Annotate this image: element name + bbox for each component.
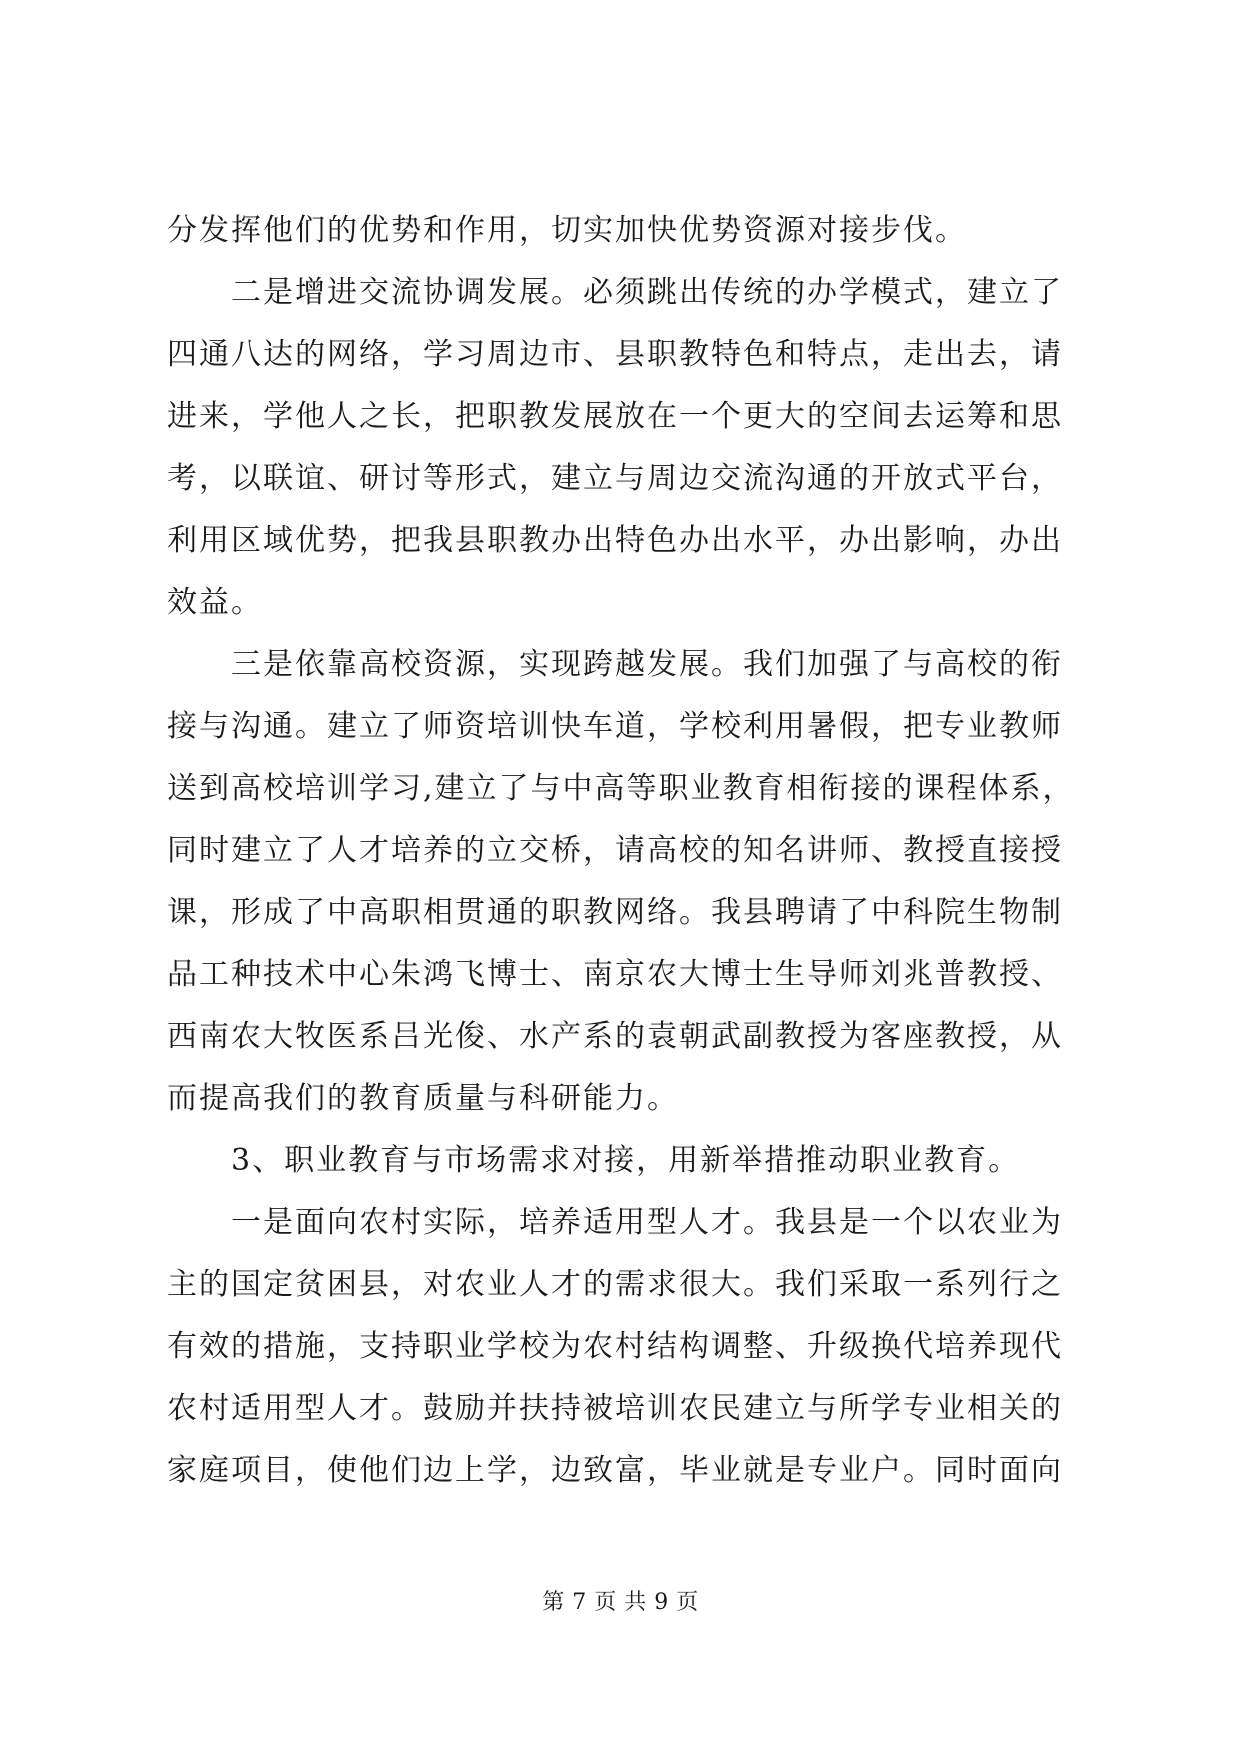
text-line: 主的国定贫困县，对农业人才的需求很大。我们采取一系列行之 — [167, 1267, 1063, 1302]
document-body — [167, 200, 1082, 1502]
text-line: 效益。 — [167, 585, 263, 620]
text-line: 而提高我们的教育质量与科研能力。 — [167, 1081, 679, 1116]
text-line: 有效的措施，支持职业学校为农村结构调整、升级换代培养现代 — [167, 1329, 1063, 1364]
text-line: 同时建立了人才培养的立交桥，请高校的知名讲师、教授直接授 — [167, 833, 1063, 868]
page-number-footer: 第 7 页 共 9 页 — [542, 1590, 699, 1615]
text-line: 接与沟通。建立了师资培训快车道，学校利用暑假，把专业教师 — [167, 709, 1063, 744]
text-line: 西南农大牧医系吕光俊、水产系的袁朝武副教授为客座教授，从 — [167, 1019, 1063, 1054]
text-line: 分发挥他们的优势和作用，切实加快优势资源对接步伐。 — [167, 213, 967, 248]
text-line: 农村适用型人才。鼓励并扶持被培训农民建立与所学专业相关的 — [167, 1391, 1063, 1426]
text-line: 三是依靠高校资源，实现跨越发展。我们加强了与高校的衔 — [167, 647, 1063, 682]
text-line: 送到高校培训学习,建立了与中高等职业教育相衔接的课程体系， — [167, 771, 1075, 806]
text-line: 利用区域优势，把我县职教办出特色办出水平，办出影响，办出 — [167, 523, 1063, 558]
text-line: 二是增进交流协调发展。必须跳出传统的办学模式，建立了 — [167, 275, 1063, 310]
text-line: 进来，学他人之长，把职教发展放在一个更大的空间去运筹和思 — [167, 399, 1063, 434]
text-line: 一是面向农村实际，培养适用型人才。我县是一个以农业为 — [167, 1205, 1063, 1240]
text-line: 四通八达的网络，学习周边市、县职教特色和特点，走出去，请 — [167, 337, 1063, 372]
text-line: 考，以联谊、研讨等形式，建立与周边交流沟通的开放式平台， — [167, 461, 1063, 496]
text-line: 家庭项目，使他们边上学，边致富，毕业就是专业户。同时面向 — [167, 1453, 1063, 1488]
text-line: 课，形成了中高职相贯通的职教网络。我县聘请了中科院生物制 — [167, 895, 1063, 930]
text-line: 3、职业教育与市场需求对接，用新举措推动职业教育。 — [167, 1143, 1021, 1178]
text-line: 品工种技术中心朱鸿飞博士、南京农大博士生导师刘兆普教授、 — [167, 957, 1063, 992]
